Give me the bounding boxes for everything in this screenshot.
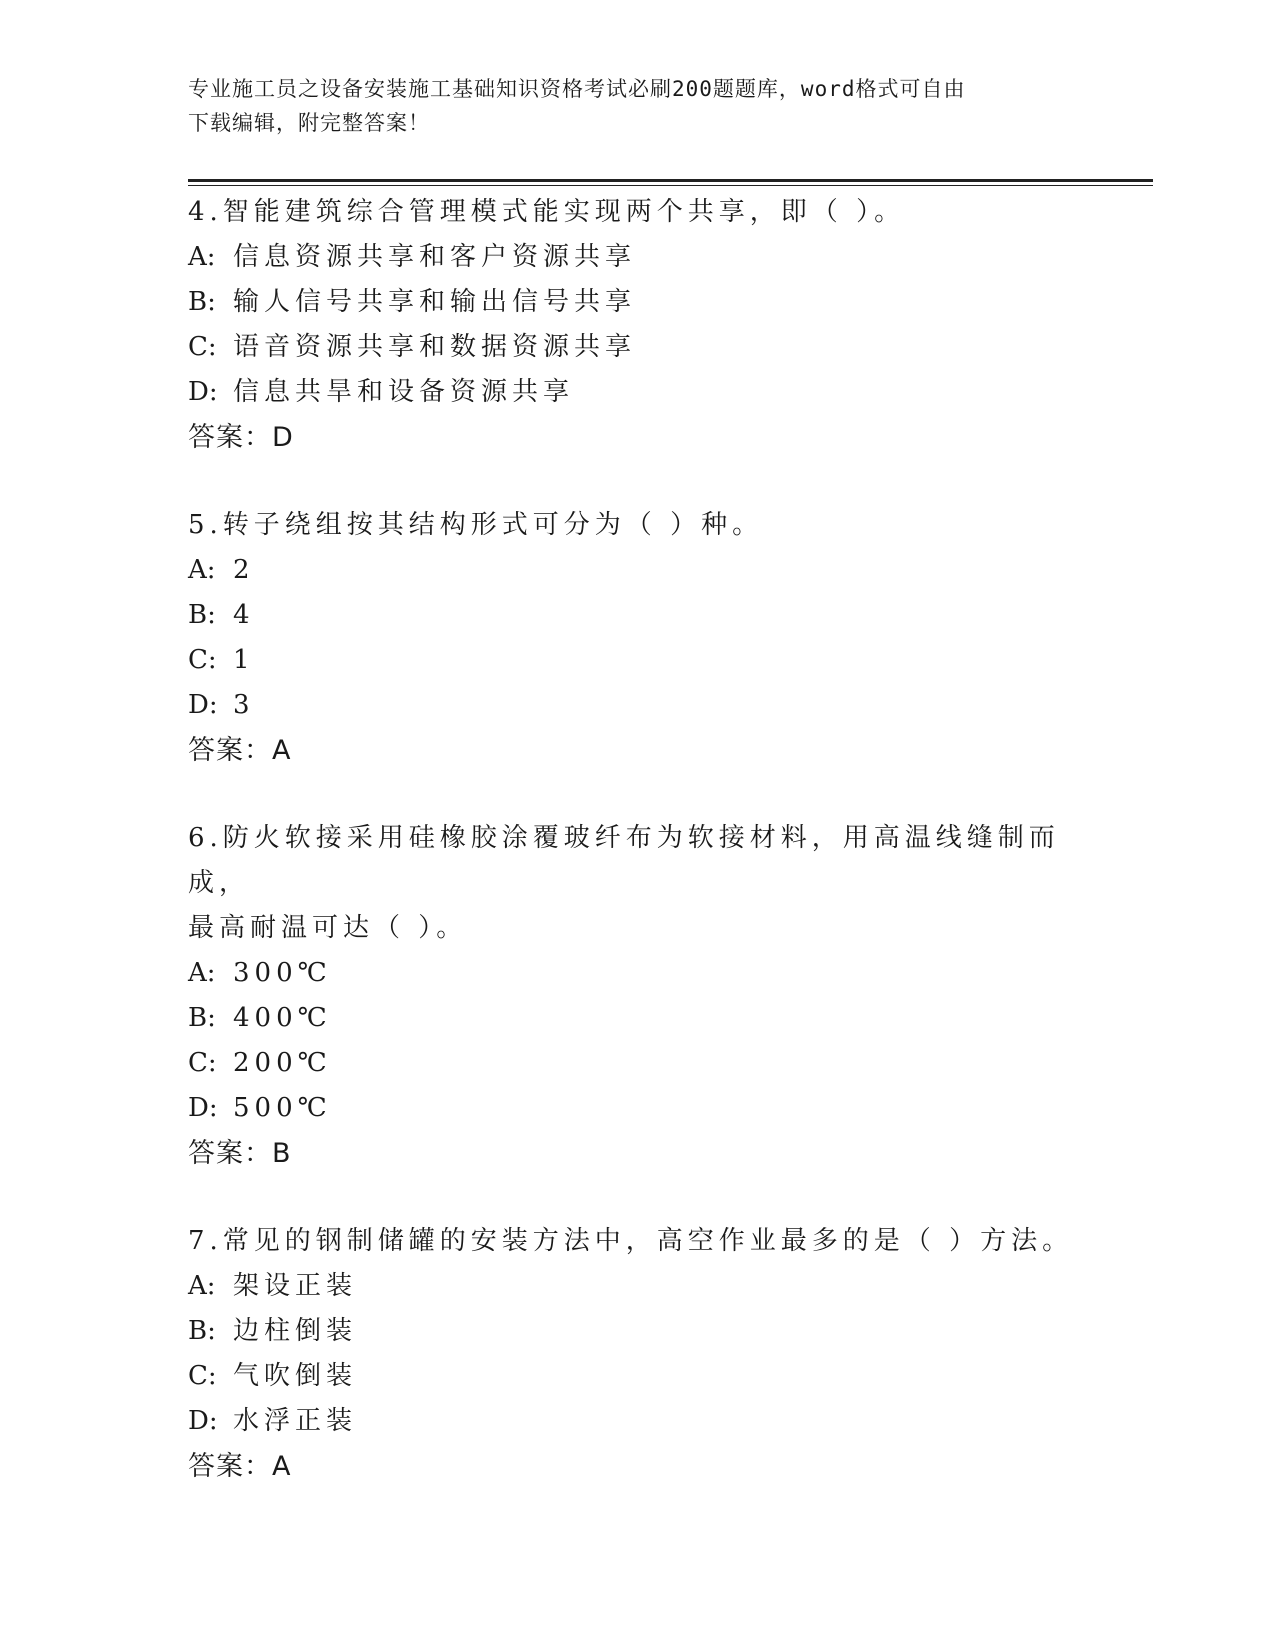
option-a [188,1264,1088,1309]
option-letter: A: [188,958,216,988]
header-divider-thick [188,179,1153,182]
option-c [188,1354,1088,1399]
option-text: 3 [233,690,255,720]
option-letter: B: [188,600,216,630]
option-letter: B: [188,1003,216,1033]
option-letter: D: [188,690,218,720]
option-letter: A: [188,242,216,272]
option-text: 输人信号共享和输出信号共享 [233,287,637,317]
option-text: 水浮正装 [233,1406,358,1436]
answer-line: 答案：A [188,1451,292,1482]
option-text: 边柱倒装 [233,1316,358,1346]
question-stem-continued: 最高耐温可达（ ）。 [188,913,468,943]
option-text: 500℃ [233,1093,332,1123]
option-text: 信息共旱和设备资源共享 [233,377,575,407]
option-text: 200℃ [233,1048,332,1078]
option-letter: B: [188,287,216,317]
option-text: 语音资源共享和数据资源共享 [233,332,637,362]
option-b [188,593,1088,638]
option-letter: D: [188,377,218,407]
option-letter: C: [188,1048,217,1078]
answer-line: 答案：D [188,422,294,453]
option-text: 4 [233,600,255,630]
option-text: 400℃ [233,1003,332,1033]
option-c [188,1041,1088,1086]
option-b [188,1309,1088,1354]
option-d [188,370,1088,415]
option-a [188,951,1088,996]
question-stem: 7.常见的钢制储罐的安装方法中，高空作业最多的是（ ）方法。 [188,1226,1074,1256]
option-b [188,280,1088,325]
option-letter: A: [188,555,216,585]
header-divider-thin [188,185,1153,186]
option-text: 信息资源共享和客户资源共享 [233,242,637,272]
option-text: 2 [233,555,255,585]
question-stem: 5.转子绕组按其结构形式可分为（ ）种。 [188,510,764,540]
option-a [188,235,1088,280]
option-letter: D: [188,1406,218,1436]
question-4 [188,190,1088,461]
option-letter: C: [188,1361,217,1391]
option-letter: B: [188,1316,216,1346]
option-c [188,638,1088,683]
question-stem: 6.防火软接采用硅橡胶涂覆玻纤布为软接材料，用高温线缝制而成， [188,823,1060,898]
option-text: 气吹倒装 [233,1361,358,1391]
option-c [188,325,1088,370]
document-header [188,72,1068,140]
option-d [188,1086,1088,1131]
option-text: 300℃ [233,958,332,988]
question-list [188,190,1088,1532]
question-5 [188,503,1088,774]
option-text: 1 [233,645,255,675]
option-d [188,1399,1088,1444]
option-letter: A: [188,1271,216,1301]
option-a [188,548,1088,593]
option-text: 架设正装 [233,1271,358,1301]
answer-line: 答案：B [188,1138,292,1169]
option-letter: C: [188,332,217,362]
option-b [188,996,1088,1041]
header-line-1: 专业施工员之设备安装施工基础知识资格考试必刷200题题库，word格式可自由 [188,77,966,101]
question-stem: 4.智能建筑综合管理模式能实现两个共享，即（ ）。 [188,197,906,227]
option-letter: D: [188,1093,218,1123]
option-letter: C: [188,645,217,675]
question-6 [188,816,1088,1177]
option-d [188,683,1088,728]
answer-line: 答案：A [188,735,292,766]
header-line-2: 下载编辑，附完整答案！ [188,111,430,135]
question-7 [188,1219,1088,1490]
